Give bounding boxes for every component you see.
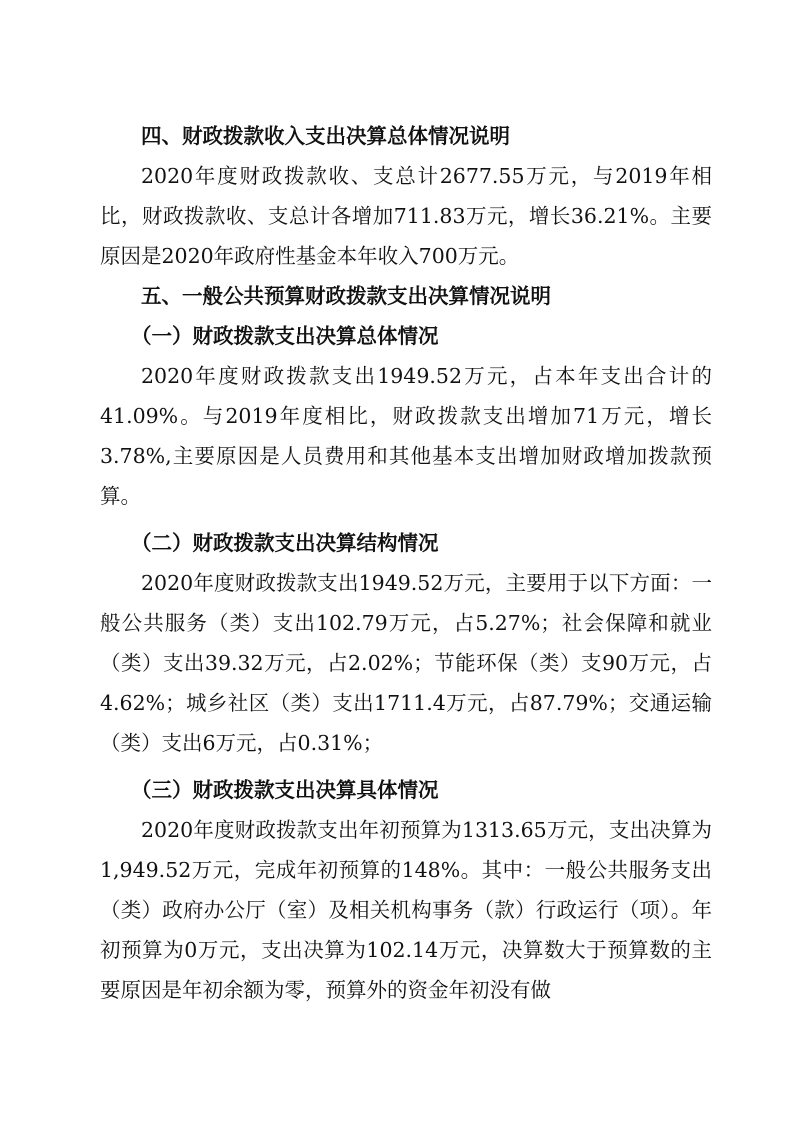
- section-4-heading: 四、财政拨款收入支出决算总体情况说明: [141, 124, 510, 148]
- section-5-1-paragraph: 2020年度财政拨款支出1949.52万元，占本年支出合计的41.09%。与2019年度相比，财政拨款支出增加71万元，增长3.78%,主要原因是人员费用和其他基本支出增加财政增加拨款预算。: [100, 364, 712, 508]
- section-5-2-paragraph: 2020年度财政拨款支出1949.52万元，主要用于以下方面：一般公共服务（类）支出102.79万元，占5.27%；社会保障和就业（类）支出39.32万元，占2.02%；节能环保（类）支90万元，占4.62%；城乡社区（类）支出1711.4万元，占87.79%；交通运输（类）支出6万元，占0.31%；: [100, 571, 712, 755]
- spacer: [100, 763, 712, 770]
- spacer: [100, 516, 712, 523]
- section-5-3-heading: （三）财政拨款支出决算具体情况: [131, 778, 439, 802]
- section-4-paragraph: 2020年度财政拨款收、支总计2677.55万元，与2019年相比，财政拨款收、支总计各增加711.83万元，增长36.21%。主要原因是2020年政府性基金本年收入700万元。: [100, 164, 712, 268]
- section-5-1-heading: （一）财政拨款支出决算总体情况: [131, 324, 439, 348]
- section-5-2-heading: （二）财政拨款支出决算结构情况: [131, 531, 439, 555]
- document-page: [100, 116, 712, 1010]
- section-5-3-paragraph: 2020年度财政拨款支出年初预算为1313.65万元，支出决算为1,949.52万元，完成年初预算的148%。其中：一般公共服务支出（类）政府办公厅（室）及相关机构事务（款）行政运行（项）。年初预算为0万元，支出决算为102.14万元，决算数大于预算数的主要原因是年初余额为零，预算外的资金年初没有做: [100, 818, 712, 1002]
- section-5-heading: 五、一般公共预算财政拨款支出决算情况说明: [141, 284, 551, 308]
